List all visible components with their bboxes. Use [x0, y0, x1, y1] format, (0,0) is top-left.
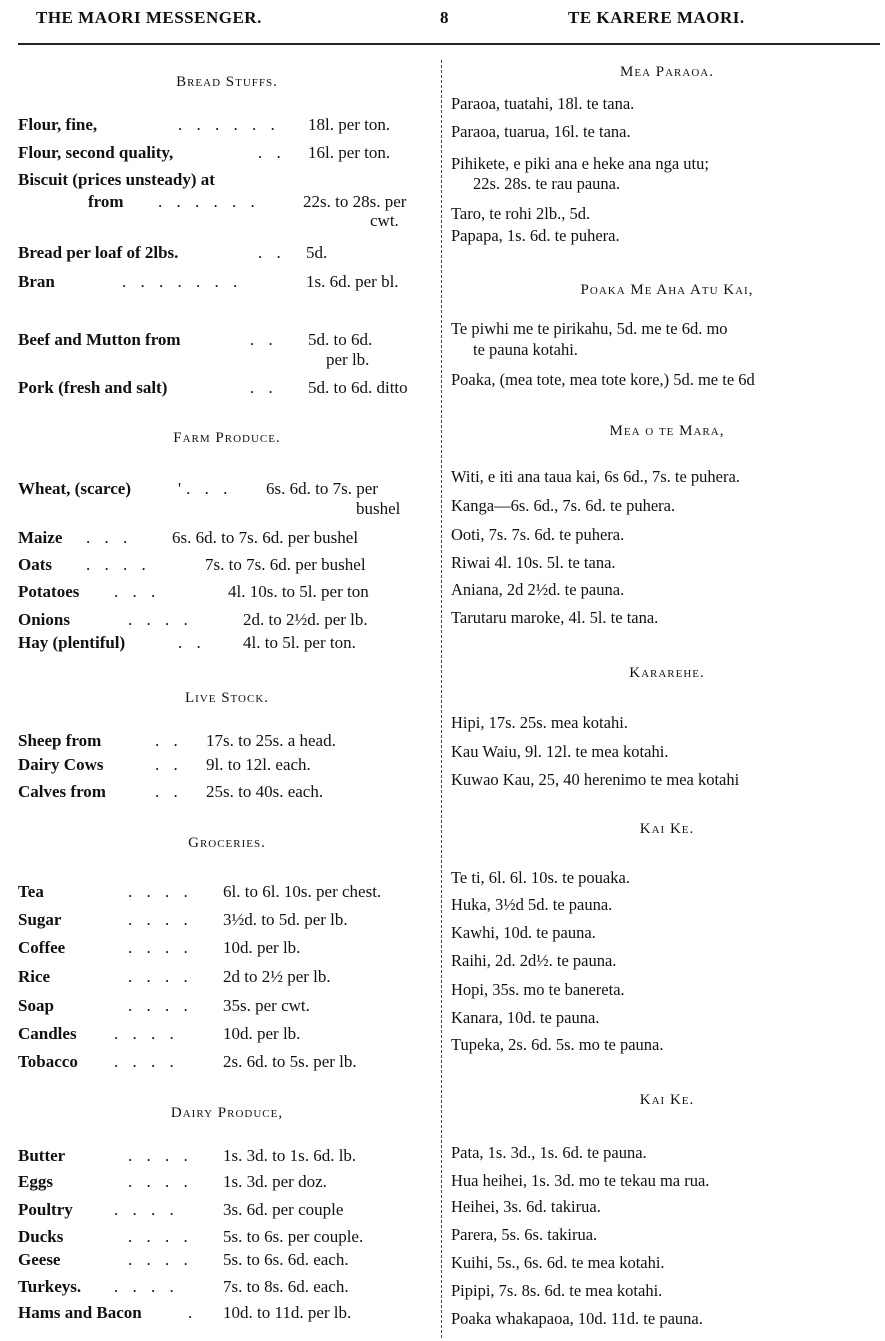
section-title-kai-ke: Kai Ke. — [639, 821, 695, 837]
item-price: 5d. — [306, 243, 328, 262]
text-line: Hipi, 17s. 25s. mea kotahi. — [451, 713, 628, 732]
maori-column — [451, 0, 883, 1341]
leader-dots: . . . . — [128, 967, 193, 986]
section-title-kararehe: Kararehe. — [629, 665, 705, 681]
leader-dots: . . . . — [128, 1227, 193, 1246]
masthead-english: THE MAORI MESSENGER. — [36, 8, 262, 27]
leader-dots: . — [188, 1303, 198, 1322]
item-price-continued: cwt. — [370, 211, 399, 230]
item-name: Coffee — [18, 938, 66, 957]
item-name: Sugar — [18, 910, 62, 929]
leader-dots: . . . . — [128, 610, 193, 629]
text-line: Poaka whakapaoa, 10d. 11d. te pauna. — [451, 1309, 703, 1328]
text-line: Pata, 1s. 3d., 1s. 6d. te pauna. — [451, 1143, 647, 1162]
text-line: Raihi, 2d. 2d½. te pauna. — [451, 951, 617, 970]
text-line-continued: 22s. 28s. te rau pauna. — [473, 174, 621, 193]
item-price: 6l. to 6l. 10s. per chest. — [223, 882, 382, 901]
item-price: 5s. to 6s. per couple. — [223, 1227, 364, 1246]
leader-dots: . . . . — [128, 1172, 193, 1191]
leader-dots: . . . . — [128, 1250, 193, 1269]
item-name: Maize — [18, 528, 63, 547]
item-name: Rice — [18, 967, 51, 986]
leader-dots: . . — [250, 330, 278, 349]
item-name: Dairy Cows — [18, 755, 104, 774]
item-price-continued: bushel — [356, 499, 401, 518]
item-price: 6s. 6d. to 7s. per — [266, 479, 378, 498]
text-line: Poaka, (mea tote, mea tote kore,) 5d. me te 6d — [451, 370, 755, 389]
item-name: Flour, fine, — [18, 115, 98, 134]
text-line: Kau Waiu, 9l. 12l. te mea kotahi. — [451, 742, 669, 761]
leader-dots: . . — [155, 782, 183, 801]
leader-dots: . . . . . . — [158, 192, 260, 211]
item-price: 10d. to 11d. per lb. — [223, 1303, 352, 1322]
leader-dots: . . — [178, 633, 206, 652]
item-name: Bread per loaf of 2lbs. — [18, 243, 179, 262]
leader-dots: . . — [155, 731, 183, 750]
leader-dots: . . . . . . . — [122, 272, 243, 291]
item-price: 1s. 6d. per bl. — [306, 272, 399, 291]
item-name: Potatoes — [18, 582, 80, 601]
item-name: Soap — [18, 996, 54, 1015]
section-title-kai-ke-2: Kai Ke. — [639, 1092, 695, 1108]
item-name: Poultry — [18, 1200, 73, 1219]
text-line: Tarutaru maroke, 4l. 5l. te tana. — [451, 608, 659, 627]
text-line: Riwai 4l. 10s. 5l. te tana. — [451, 553, 616, 572]
item-price: 6s. 6d. to 7s. 6d. per bushel — [172, 528, 359, 547]
item-name: Wheat, (scarce) — [18, 479, 131, 498]
text-line: Papapa, 1s. 6d. te puhera. — [451, 226, 620, 245]
item-price: 4l. 10s. to 5l. per ton — [228, 582, 369, 601]
text-line: Kanga—6s. 6d., 7s. 6d. te puhera. — [451, 496, 676, 515]
leader-dots: . . . . — [114, 1200, 179, 1219]
item-name: Eggs — [18, 1172, 53, 1191]
leader-dots: . . . . — [128, 910, 193, 929]
item-name: Butter — [18, 1146, 66, 1165]
leader-dots: . . — [250, 378, 278, 397]
masthead-maori: TE KARERE MAORI. — [568, 8, 745, 27]
item-price: 7s. to 8s. 6d. each. — [223, 1277, 349, 1296]
text-line: Paraoa, tuarua, 16l. te tana. — [451, 122, 631, 141]
text-line: Te piwhi me te pirikahu, 5d. me te 6d. mo — [451, 319, 728, 338]
item-name: Beef and Mutton from — [18, 330, 181, 349]
text-line: Tupeka, 2s. 6d. 5s. mo te pauna. — [451, 1035, 664, 1054]
text-line: Kuwao Kau, 25, 40 herenimo te mea kotahi — [451, 770, 740, 789]
item-price: 16l. per ton. — [308, 143, 391, 162]
text-line: Pipipi, 7s. 8s. 6d. te mea kotahi. — [451, 1281, 663, 1300]
item-price: 10d. per lb. — [223, 1024, 301, 1043]
item-price: 7s. to 7s. 6d. per bushel — [205, 555, 366, 574]
text-line: Pihikete, e piki ana e heke ana nga utu; — [451, 154, 709, 173]
english-column — [18, 0, 436, 1341]
leader-dots: . . . . — [114, 1052, 179, 1071]
text-line: Ooti, 7s. 7s. 6d. te puhera. — [451, 525, 625, 544]
item-price: 22s. to 28s. per — [303, 192, 407, 211]
leader-dots: . . . . — [128, 938, 193, 957]
section-title-dairy-produce: Dairy Produce, — [170, 1105, 284, 1121]
leader-dots: '. . . — [178, 479, 233, 498]
leader-dots: . . — [258, 143, 286, 162]
item-price: 2s. 6d. to 5s. per lb. — [223, 1052, 357, 1071]
item-price: 4l. to 5l. per ton. — [243, 633, 356, 652]
text-line: Kuihi, 5s., 6s. 6d. te mea kotahi. — [451, 1253, 665, 1272]
item-name: Hams and Bacon — [18, 1303, 142, 1322]
item-price: 2d. to 2½d. per lb. — [243, 610, 368, 629]
column-divider — [441, 60, 442, 1338]
item-price: 35s. per cwt. — [223, 996, 310, 1015]
item-price: 3½d. to 5d. per lb. — [223, 910, 348, 929]
item-name: Geese — [18, 1250, 61, 1269]
item-name: Oats — [18, 555, 52, 574]
item-name: Biscuit (prices unsteady) at — [18, 170, 215, 189]
leader-dots: . . . . — [128, 882, 193, 901]
item-name: Pork (fresh and salt) — [18, 378, 168, 397]
section-title-groceries: Groceries. — [188, 835, 266, 851]
item-price: 5d. to 6d. ditto — [308, 378, 408, 397]
leader-dots: . . . . — [86, 555, 151, 574]
section-title-mea-paraoa: Mea Paraoa. — [620, 64, 714, 80]
item-name: Calves from — [18, 782, 106, 801]
leader-dots: . . . . — [128, 996, 193, 1015]
item-price-continued: per lb. — [326, 350, 370, 369]
item-name: Hay (plentiful) — [18, 633, 126, 652]
item-price: 2d to 2½ per lb. — [223, 967, 331, 986]
text-line: Kanara, 10d. te pauna. — [451, 1008, 600, 1027]
text-line-continued: te pauna kotahi. — [473, 340, 578, 359]
leader-dots: . . — [258, 243, 286, 262]
item-name: Candles — [18, 1024, 77, 1043]
text-line: Aniana, 2d 2½d. te pauna. — [451, 580, 625, 599]
leader-dots: . . . — [86, 528, 133, 547]
item-name: Ducks — [18, 1227, 64, 1246]
section-title-poaka: Poaka Me Aha Atu Kai, — [580, 282, 754, 298]
text-line: Taro, te rohi 2lb., 5d. — [451, 204, 591, 223]
item-price: 1s. 3d. to 1s. 6d. lb. — [223, 1146, 357, 1165]
text-line: Parera, 5s. 6s. takirua. — [451, 1225, 598, 1244]
item-name: Sheep from — [18, 731, 102, 750]
item-price: 17s. to 25s. a head. — [206, 731, 336, 750]
item-price: 9l. to 12l. each. — [206, 755, 311, 774]
leader-dots: . . . . . . — [178, 115, 280, 134]
item-name: Tea — [18, 882, 44, 901]
section-title-bread-stuffs: Bread Stuffs. — [176, 74, 278, 90]
item-price: 5s. to 6s. 6d. each. — [223, 1250, 349, 1269]
text-line: Witi, e iti ana taua kai, 6s 6d., 7s. te puhera. — [451, 467, 740, 486]
item-name: Turkeys. — [18, 1277, 82, 1296]
text-line: Kawhi, 10d. te pauna. — [451, 923, 596, 942]
text-line: Paraoa, tuatahi, 18l. te tana. — [451, 94, 635, 113]
text-line: Huka, 3½d 5d. te pauna. — [451, 895, 613, 914]
leader-dots: . . . — [114, 582, 161, 601]
section-title-mea-o-te-mara: Mea o te Mara, — [609, 423, 725, 439]
item-price: 10d. per lb. — [223, 938, 301, 957]
item-name: Bran — [18, 272, 55, 291]
leader-dots: . . . . — [114, 1024, 179, 1043]
text-line: Heihei, 3s. 6d. takirua. — [451, 1197, 601, 1216]
leader-dots: . . . . — [114, 1277, 179, 1296]
text-line: Hopi, 35s. mo te banereta. — [451, 980, 625, 999]
item-name: Tobacco — [18, 1052, 78, 1071]
section-title-live-stock: Live Stock. — [184, 690, 270, 706]
item-name-continued: from — [88, 192, 124, 211]
text-line: Te ti, 6l. 6l. 10s. te pouaka. — [451, 868, 630, 887]
leader-dots: . . . . — [128, 1146, 193, 1165]
section-title-farm-produce: Farm Produce. — [173, 430, 281, 446]
text-line: Hua heihei, 1s. 3d. mo te tekau ma rua. — [451, 1171, 710, 1190]
item-price: 25s. to 40s. each. — [206, 782, 324, 801]
item-price: 5d. to 6d. — [308, 330, 373, 349]
leader-dots: . . — [155, 755, 183, 774]
item-price: 18l. per ton. — [308, 115, 391, 134]
item-price: 1s. 3d. per doz. — [223, 1172, 327, 1191]
page-number: 8 — [440, 8, 449, 27]
item-name: Flour, second quality, — [18, 143, 174, 162]
item-name: Onions — [18, 610, 70, 629]
item-price: 3s. 6d. per couple — [223, 1200, 344, 1219]
